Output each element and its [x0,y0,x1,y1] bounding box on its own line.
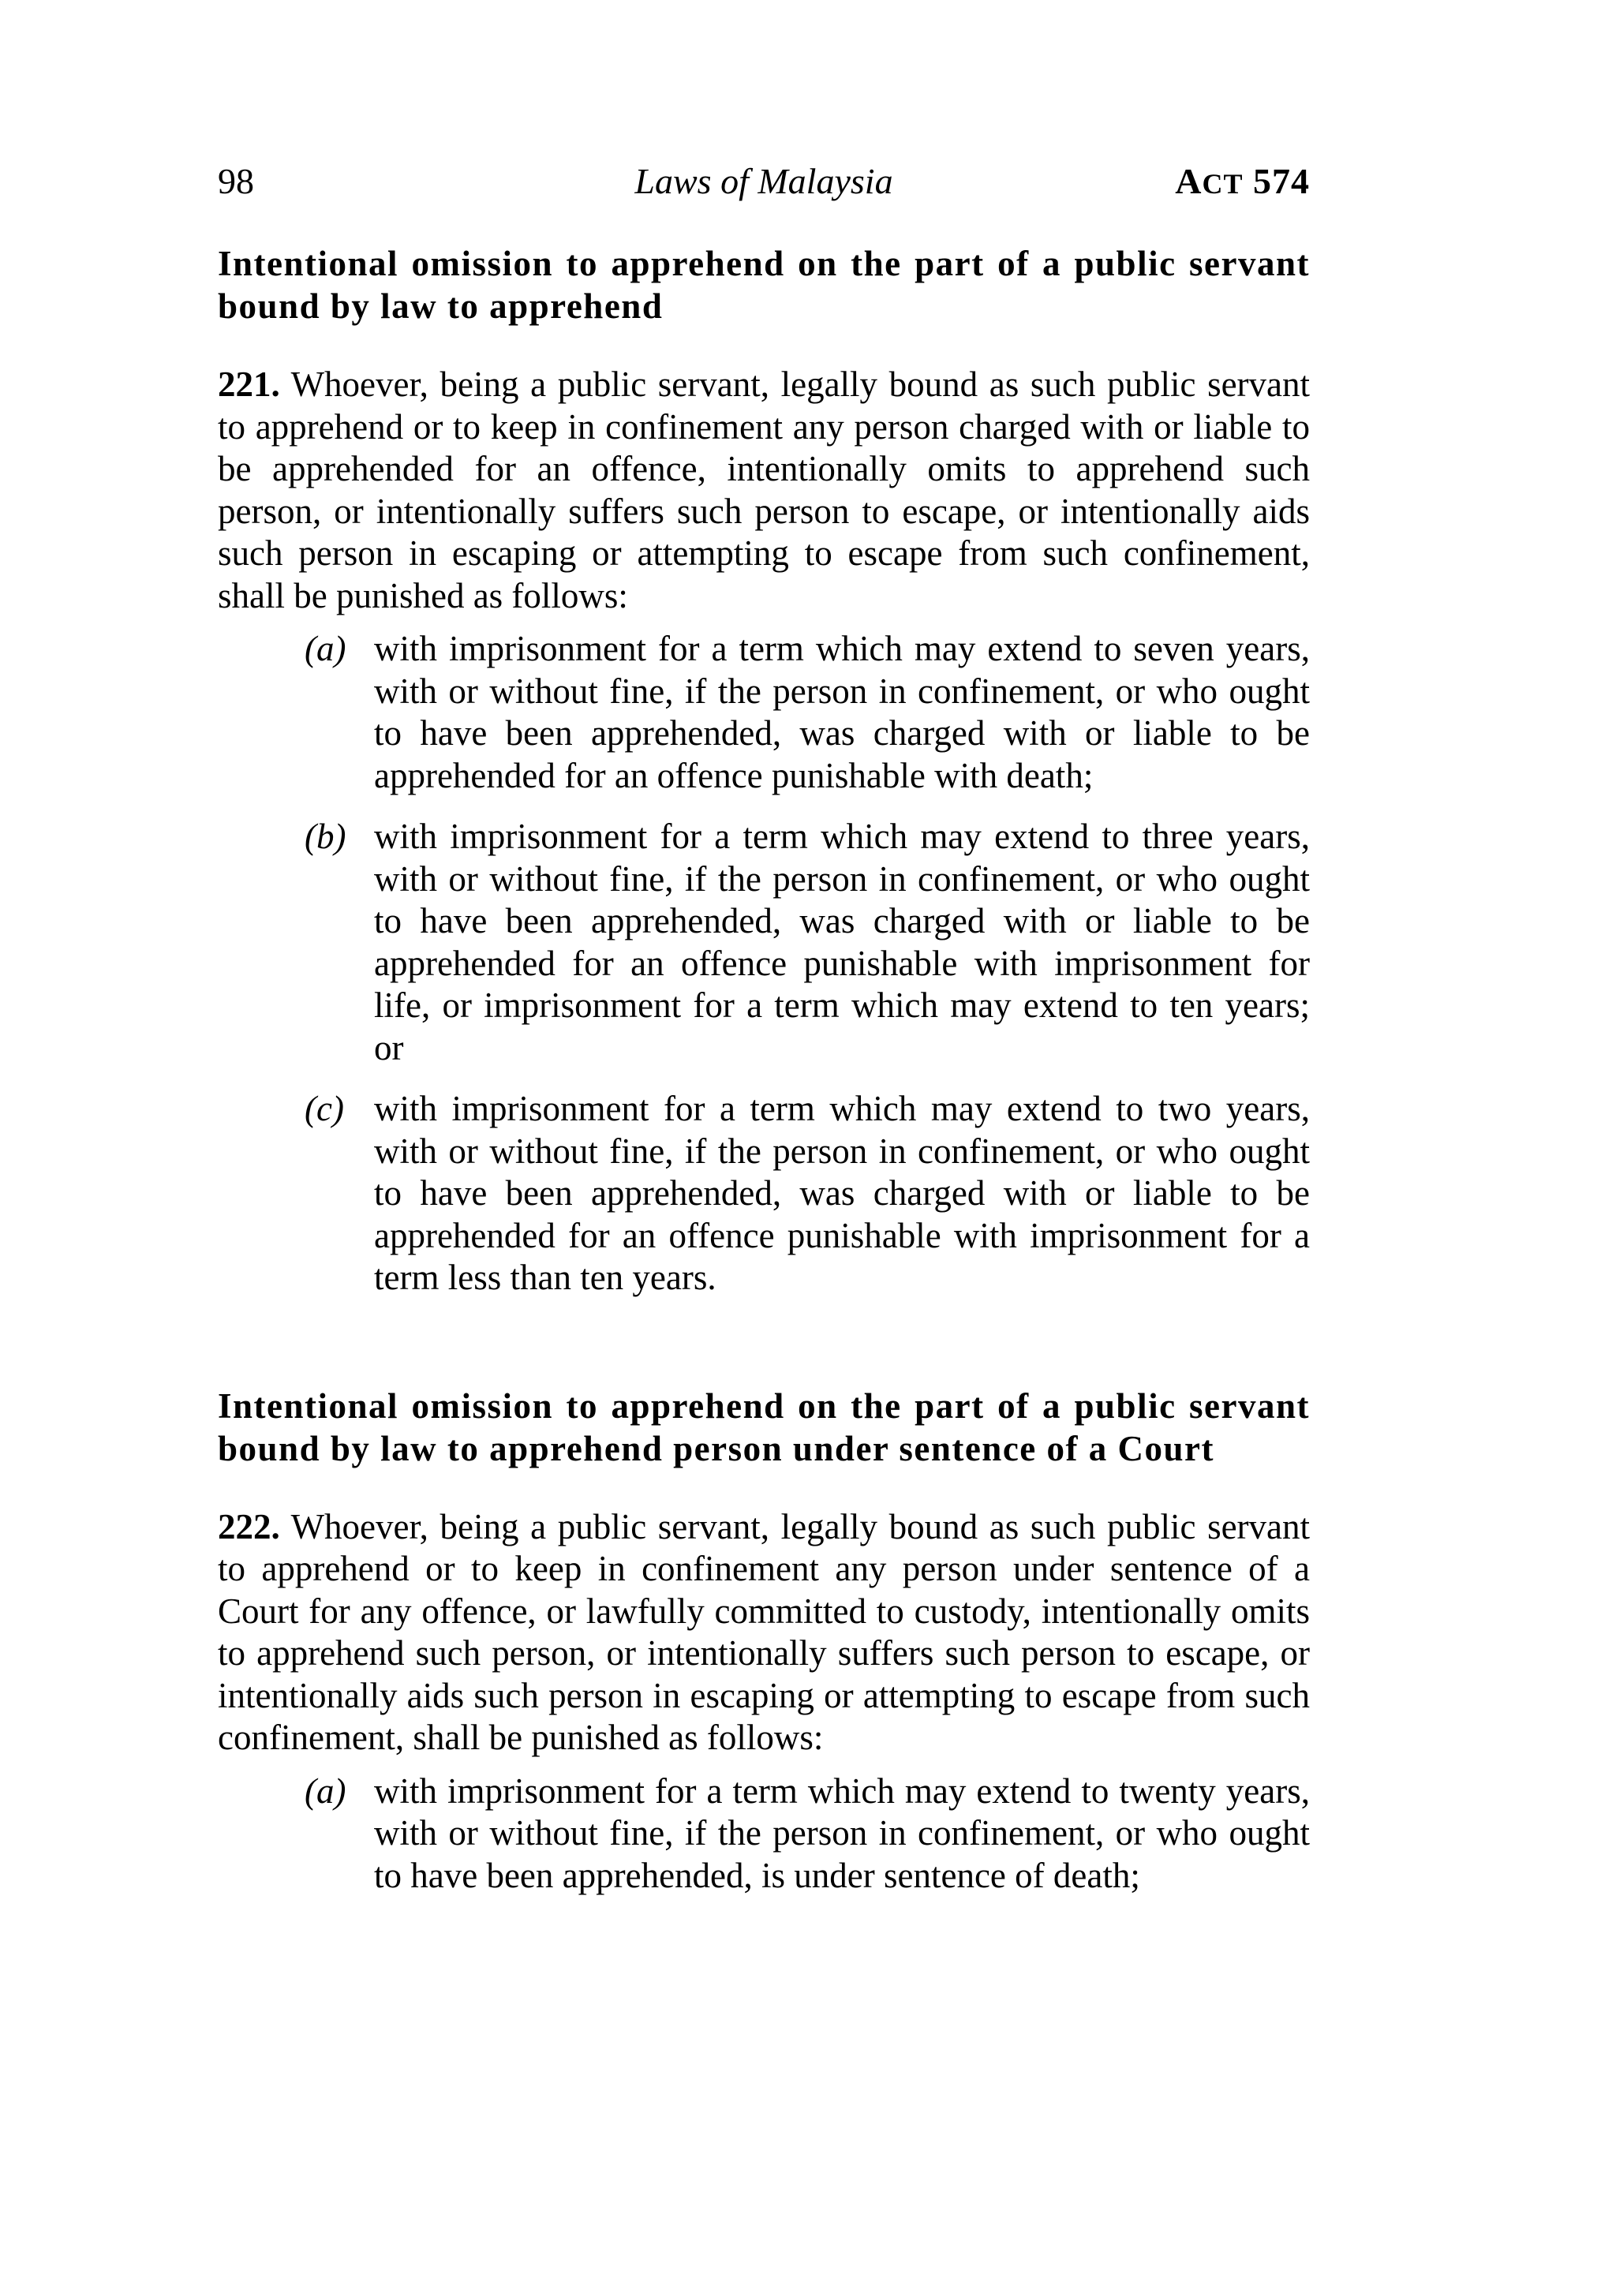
item-text: with imprisonment for a term which may extend to twenty years, with or without fine, if the person in confinement, or who ought to have been apprehended, is under sentence of death; [374,1771,1310,1895]
section-text: Whoever, being a public servant, legally bound as such public servant to apprehend or to keep in confinement any person charged with or liable to be apprehended for an offence, intentionally omits to apprehend such person, or intentionally suffers such person to escape, or intentionally aids such person in escaping or attempting to escape from such confinement, shall be punished as follows: [218,365,1311,615]
section-body [218,1506,1310,1759]
item-text: with imprisonment for a term which may extend to three years, with or without fine, if the person in confinement, or who ought to have been apprehended, was charged with or liable to be apprehended for an offence punishable with imprisonment for life, or imprisonment for a term which may extend to ten years; or [374,817,1310,1068]
document-page [218,154,1310,1916]
section-number: 222. [218,1506,280,1546]
section-number: 221. [218,365,280,404]
act-number [1175,154,1310,211]
item-text: with imprisonment for a term which may extend to seven years, with or without fine, if the person in confinement, or who ought to have been apprehended, was charged with or liable to be apprehended for an offence punishable with death; [374,629,1310,795]
punishment-list [218,628,1310,1299]
item-marker: (a) [305,1771,346,1811]
section-body [218,364,1310,617]
act-small-caps: CT [1202,168,1244,200]
list-item [218,628,1310,797]
item-marker: (b) [305,817,346,856]
list-item [218,1771,1310,1898]
document-title: Laws of Malaysia [634,161,893,201]
list-item [218,1088,1310,1299]
running-header [218,154,1310,209]
punishment-list [218,1771,1310,1898]
section-heading: Intentional omission to apprehend on the part of a public servant bound by law to apprehend person under sentence of a Court [218,1385,1310,1468]
act-prefix: A [1175,161,1203,201]
act-digits: 574 [1243,161,1310,201]
item-marker: (c) [305,1089,344,1128]
item-marker: (a) [305,629,346,668]
section-text: Whoever, being a public servant, legally bound as such public servant to apprehend or to keep in confinement any person under sentence of a Court for any offence, or lawfully committed to custody, intentionally omits to apprehend such person, or intentionally suffers such person to escape, or intentionally aids such person in escaping or attempting to escape from such confinement, shall be punished as follows: [218,1506,1311,1757]
section-heading: Intentional omission to apprehend on the part of a public servant bound by law to apprehend [218,244,1310,326]
item-text: with imprisonment for a term which may extend to two years, with or without fine, if the person in confinement, or who ought to have been apprehended, was charged with or liable to be apprehended for an offence punishable with imprisonment for a term less than ten years. [374,1089,1310,1297]
page-number: 98 [218,161,254,201]
list-item [218,816,1310,1069]
